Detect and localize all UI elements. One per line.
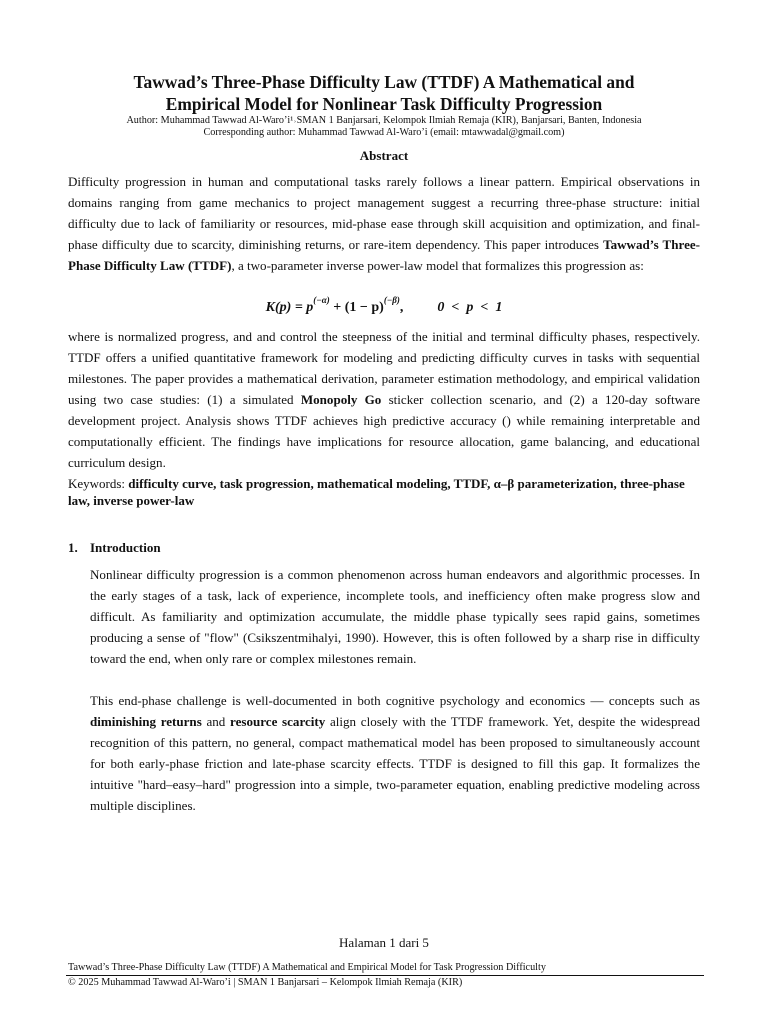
corresponding-author-line: Corresponding author: Muhammad Tawwad Al-Waro’i (email: mtawwadal@gmail.com) xyxy=(203,127,565,138)
formula-comma: , xyxy=(399,300,404,315)
running-title: Tawwad’s Three-Phase Difficulty Law (TTDF) A Mathematical and Empirical Model for Task Progression Difficulty xyxy=(68,962,546,973)
abstract-paragraph-1 xyxy=(68,171,700,276)
abstract-text: where is normalized progress, and and control the steepness of the initial and terminal difficulty phases, respectively. TTDF offers a unified quantitative framework for modeling and predicting difficulty curves in tasks with sequential milestones. The paper provides a mathematical derivation, parameter estimation methodology, and empirical validation using two case studies: (1) a simulated xyxy=(68,329,700,407)
intro-bold-resource-scarcity: resource scarcity xyxy=(230,714,326,729)
intro-bold-diminishing-returns: diminishing returns xyxy=(90,714,202,729)
section-heading-introduction xyxy=(68,540,161,556)
section-title: Introduction xyxy=(90,540,161,555)
section-number: 1. xyxy=(68,540,78,555)
author-line: Author: Muhammad Tawwad Al-Waro’i¹˒SMAN 1 Banjarsari, Kelompok Ilmiah Remaja (KIR), Banjarsari, Banten, Indonesia xyxy=(126,115,642,126)
formula-term1-exponent: (−α) xyxy=(313,295,330,306)
intro-text: and xyxy=(201,714,231,729)
abstract-paragraph-2 xyxy=(68,326,700,473)
introduction-paragraph-1: Nonlinear difficulty progression is a common phenomenon across human endeavors and algorithmic processes. In the early stages of a task, lack of experience, incomplete tools, and inefficiency often make progress slow and difficult. As familiarity and optimization accumulate, the middle phase typically sees rapid gains, sometimes producing a sense of "flow" (Csikszentmihalyi, 1990). However, this is often followed by a sharp rise in difficulty toward the end, when only rare or complex milestones remain. xyxy=(90,567,700,666)
abstract-bold-monopoly-go: Monopoly Go xyxy=(300,392,382,407)
abstract-bold-ttdf: Tawwad’s Three-Phase Difficulty Law (TTDF) xyxy=(68,237,700,273)
keywords xyxy=(68,475,708,509)
formula-lhs: K(p) = xyxy=(265,300,307,315)
footer-divider xyxy=(66,975,704,976)
formula-term2-exponent: (−β) xyxy=(383,295,400,306)
abstract-text: sticker collection scenario, and (2) a 120-day software development project. Analysis shows TTDF achieves high predictive accuracy () while remaining interpretable and computationally efficient. The findings have implications for resource allocation, game balancing, and educational curriculum design. xyxy=(68,392,700,470)
formula-plus: + xyxy=(329,300,345,315)
abstract-text: , a two-parameter inverse power-law model that formalizes this progression as: xyxy=(231,258,644,273)
paper-title xyxy=(60,71,708,115)
page-number: Halaman 1 dari 5 xyxy=(339,935,429,950)
intro-text: This end-phase challenge is well-documented in both cognitive psychology and economics — concepts such as xyxy=(90,693,700,708)
copyright-line: © 2025 Muhammad Tawwad Al-Waro’i | SMAN 1 Banjarsari – Kelompok Ilmiah Remaja (KIR) xyxy=(68,977,463,988)
formula-term1-base: p xyxy=(306,300,314,315)
intro-text: align closely with the TTDF framework. Yet, despite the widespread recognition of this pattern, no general, compact mathematical model has been proposed to simultaneously account for both early-phase friction and late-phase scarcity effects. TTDF is designed to fill this gap. It formalizes the intuitive "hard–easy–hard" progression into a simple, two-parameter equation, enabling predictive modeling across multiple disciplines. xyxy=(90,714,700,813)
abstract-text: Difficulty progression in human and computational tasks rarely follows a linear pattern. Empirical observations in domains ranging from game mechanics to project management suggest a recurring three-phase structure: initial difficulty due to lack of familiarity or resources, mid-phase ease through skill acquisition and optimization, and final-phase difficulty due to scarcity, diminishing returns, or rare-item dependency. This paper introduces xyxy=(68,174,700,252)
formula-constraint: 0 < p < 1 xyxy=(437,300,503,315)
formula-term2-base: (1 − p) xyxy=(344,300,384,315)
keywords-label: Keywords: xyxy=(68,476,129,491)
paper-title-line-2: Empirical Model for Nonlinear Task Difficulty Progression xyxy=(165,94,603,114)
paper-title-line-1: Tawwad’s Three-Phase Difficulty Law (TTDF) A Mathematical and xyxy=(133,72,635,92)
abstract-heading: Abstract xyxy=(359,148,409,163)
keywords-terms: difficulty curve, task progression, mathematical modeling, TTDF, α–β parameterization, three-phase law, inverse power-law xyxy=(68,476,685,508)
ttdf-formula xyxy=(60,295,708,318)
introduction-paragraph-2 xyxy=(90,690,700,816)
